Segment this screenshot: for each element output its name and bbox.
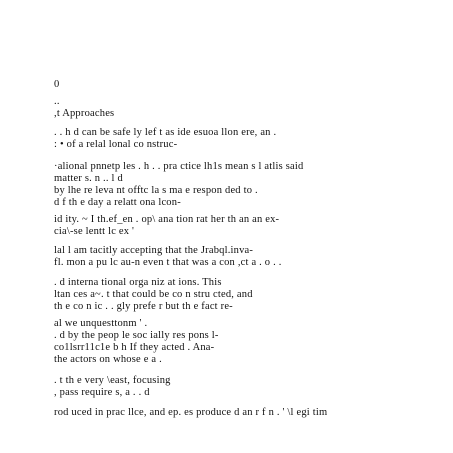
dots: ..: [54, 96, 60, 107]
text-line: . d by the peop le soc ially res pons l-: [54, 330, 219, 341]
text-line: by lhe re leva nt offtc la s ma e respon ded to .: [54, 185, 258, 196]
section-heading: ,t Approaches: [54, 108, 115, 119]
text-line: al we unquesttonm ' .: [54, 318, 148, 329]
text-line: cia\-se lentt lc ex ': [54, 226, 135, 237]
page-marker: 0: [54, 79, 60, 90]
text-line: the actors on whose e a .: [54, 354, 162, 365]
text-line: fl. mon a pu lc au-n even t that was a con ,ct a . o . .: [54, 257, 282, 268]
text-line: . d interna tional orga niz at ions. This: [54, 277, 222, 288]
text-line: ·alional pnnetp les . h . . pra ctice lh1s mean s l atlis said: [54, 161, 304, 172]
text-line: , pass require s, a . . d: [54, 387, 150, 398]
text-line: id ity. ~ I th.ef_en . op\ ana tion rat her th an an ex-: [54, 214, 280, 225]
text-line: . t th e very \east, focusing: [54, 375, 171, 386]
text-line: ltan ces a~. t that could be co n stru cted, and: [54, 289, 253, 300]
text-line: rod uced in prac llce, and ep. es produce d an r f n . ' \l egi tim: [54, 407, 328, 418]
text-line: : • of a relal lonal co nstruc-: [54, 139, 178, 150]
text-line: . . h d can be safe ly lef t as ide esuoa llon ere, an .: [54, 127, 277, 138]
text-line: th e co n ic . . gly prefe r but th e fact re-: [54, 301, 233, 312]
text-line: lal l am tacitly accepting that the Jrabql.inva-: [54, 245, 254, 256]
text-line: matter s. n .. l d: [54, 173, 123, 184]
text-line: d f th e day a relatt ona lcon-: [54, 197, 181, 208]
text-line: co1lsrr11c1e b h If they acted . Ana-: [54, 342, 215, 353]
